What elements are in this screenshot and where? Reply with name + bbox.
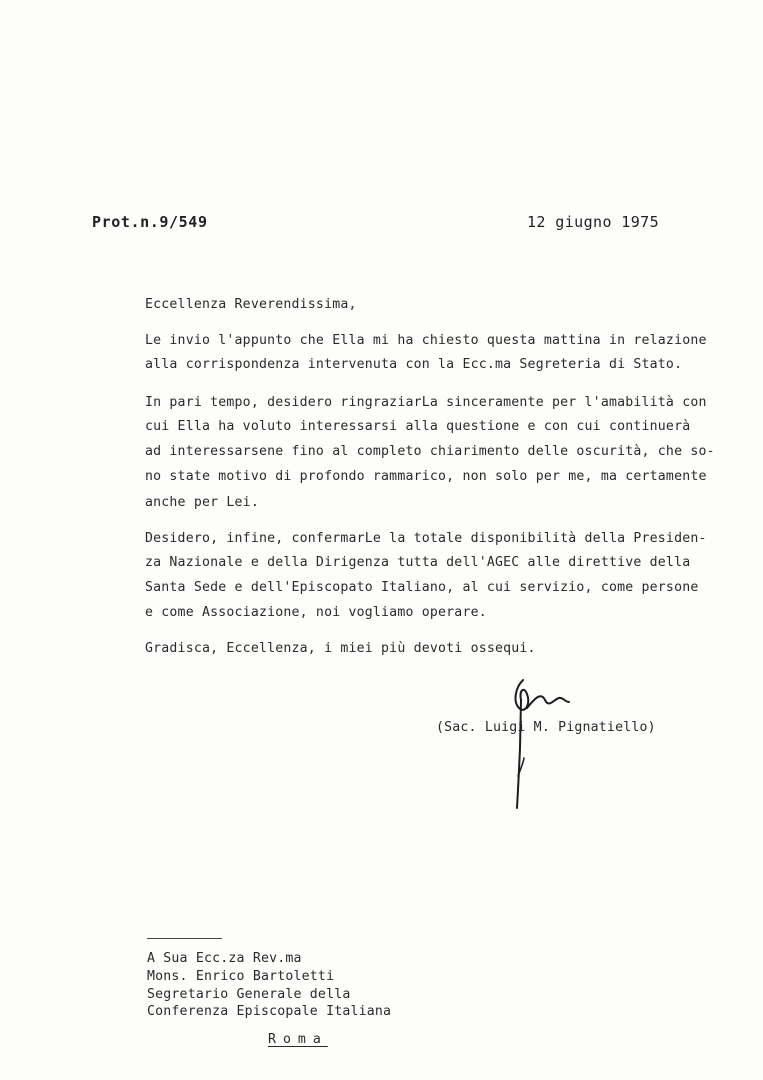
closing-line: Gradisca, Eccellenza, i miei più devoti ossequi.: [145, 641, 536, 656]
recipient-line-4: Conferenza Episcopale Italiana: [147, 1004, 392, 1019]
paragraph-3-line-2: za Nazionale e della Dirigenza tutta dell'AGEC alle direttive della: [145, 555, 691, 570]
salutation: Eccellenza Reverendissima,: [145, 297, 357, 312]
paragraph-2-line-5: anche per Lei.: [145, 495, 259, 510]
paragraph-1-line-1: Le invio l'appunto che Ella mi ha chiesto questa mattina in relazione: [145, 333, 707, 348]
letter-date: 12 giugno 1975: [527, 213, 660, 231]
recipient-line-2: Mons. Enrico Bartoletti: [147, 969, 335, 984]
signatory-name: (Sac. Luigi M. Pignatiello): [436, 720, 656, 735]
recipient-line-3: Segretario Generale della: [147, 987, 351, 1002]
recipient-line-1: A Sua Ecc.za Rev.ma: [147, 951, 302, 966]
paragraph-2-line-2: cui Ella ha voluto interessarsi alla questione e con cui continuerà: [145, 419, 691, 434]
paragraph-1-line-2: alla corrispondenza intervenuta con la Ecc.ma Segreteria di Stato.: [145, 357, 683, 372]
protocol-number: Prot.n.9/549: [92, 213, 208, 231]
recipient-separator: [147, 938, 222, 939]
recipient-city: Roma: [268, 1032, 328, 1047]
paragraph-3-line-1: Desidero, infine, confermarLe la totale disponibilità della Presiden-: [145, 531, 707, 546]
paragraph-2-line-4: no state motivo di profondo rammarico, non solo per me, ma certamente: [145, 469, 707, 484]
paragraph-3-line-3: Santa Sede e dell'Episcopato Italiano, al cui servizio, come persone: [145, 580, 699, 595]
paragraph-3-line-4: e come Associazione, noi vogliamo operare.: [145, 605, 487, 620]
handwritten-signature: [505, 668, 575, 818]
paragraph-2-line-3: ad interessarsene fino al completo chiarimento delle oscurità, che so-: [145, 444, 715, 459]
paragraph-2-line-1: In pari tempo, desidero ringraziarLa sinceramente per l'amabilità con: [145, 395, 707, 410]
